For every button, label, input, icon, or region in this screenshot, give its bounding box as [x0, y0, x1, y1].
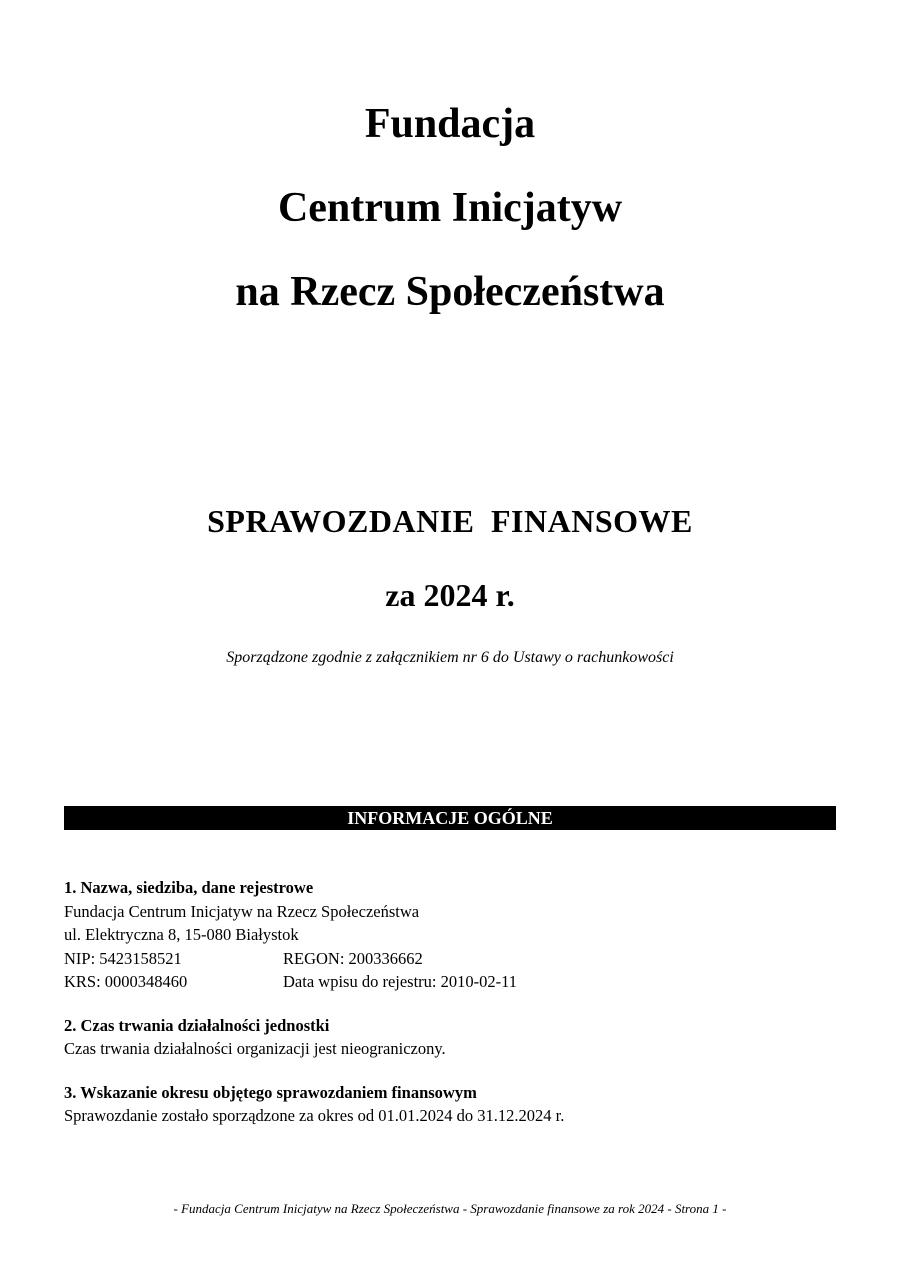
section-header-general-info: INFORMACJE OGÓLNE	[64, 806, 836, 830]
krs-value: KRS: 0000348460	[64, 972, 188, 991]
report-title: SPRAWOZDANIE FINANSOWE	[207, 503, 693, 539]
section-2-heading: 2. Czas trwania działalności jednostki	[64, 1015, 330, 1035]
tax-id-row	[64, 947, 844, 971]
registry-row	[64, 970, 844, 994]
nip-value: NIP: 5423158521	[64, 948, 182, 968]
report-period: za 2024 r.	[385, 577, 515, 613]
organization-name-line-2: Centrum Inicjatyw	[277, 185, 623, 231]
organization-full-name: Fundacja Centrum Inicjatyw na Rzecz Społeczeństwa	[64, 901, 420, 921]
registration-date-value: Data wpisu do rejestru: 2010-02-11	[283, 972, 518, 991]
spacer	[64, 1061, 844, 1081]
regon-value: REGON: 200336662	[283, 948, 423, 968]
section-3-text: Sprawozdanie zostało sporządzone za okres od 01.01.2024 do 31.12.2024 r.	[64, 1106, 565, 1125]
section-2-text: Czas trwania działalności organizacji jest nieograniczony.	[64, 1039, 446, 1058]
organization-name-line-1: Fundacja	[364, 101, 536, 147]
spacer	[64, 994, 844, 1014]
general-info-content	[64, 876, 844, 1128]
section-1-heading: 1. Nazwa, siedziba, dane rejestrowe	[64, 878, 314, 897]
page-footer: - Fundacja Centrum Inicjatyw na Rzecz Społeczeństwa - Sprawozdanie finansowe za rok 2024 - Strona 1 -	[173, 1201, 727, 1216]
section-3-heading: 3. Wskazanie okresu objętego sprawozdaniem finansowym	[64, 1082, 477, 1102]
organization-name-line-3: na Rzecz Społeczeństwa	[235, 269, 665, 315]
report-legal-basis: Sporządzone zgodnie z załącznikiem nr 6 do Ustawy o rachunkowości	[226, 649, 674, 666]
organization-address: ul. Elektryczna 8, 15-080 Białystok	[64, 925, 299, 944]
